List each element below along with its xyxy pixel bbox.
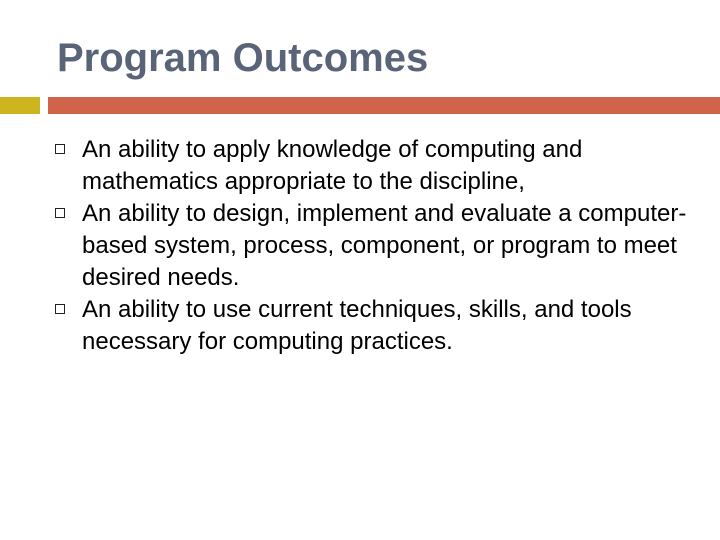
square-bullet-icon [55,304,65,314]
square-bullet-icon [55,144,65,154]
bullet-text: An ability to use current techniques, skills, and tools necessary for computing practices. [82,296,632,355]
slide-title: Program Outcomes [57,36,429,80]
bullet-item [55,134,705,198]
bullet-text: An ability to apply knowledge of computing and mathematics appropriate to the discipline, [82,136,583,195]
bullet-item [55,198,705,294]
square-bullet-icon [55,208,65,218]
bullet-text: An ability to design, implement and evaluate a computer-based system, process, component, or program to meet desired needs. [82,200,687,291]
bullet-item [55,294,705,358]
title-accent-bar-right [48,97,720,114]
bullet-list [55,134,705,358]
title-accent-bar-left [0,97,40,114]
